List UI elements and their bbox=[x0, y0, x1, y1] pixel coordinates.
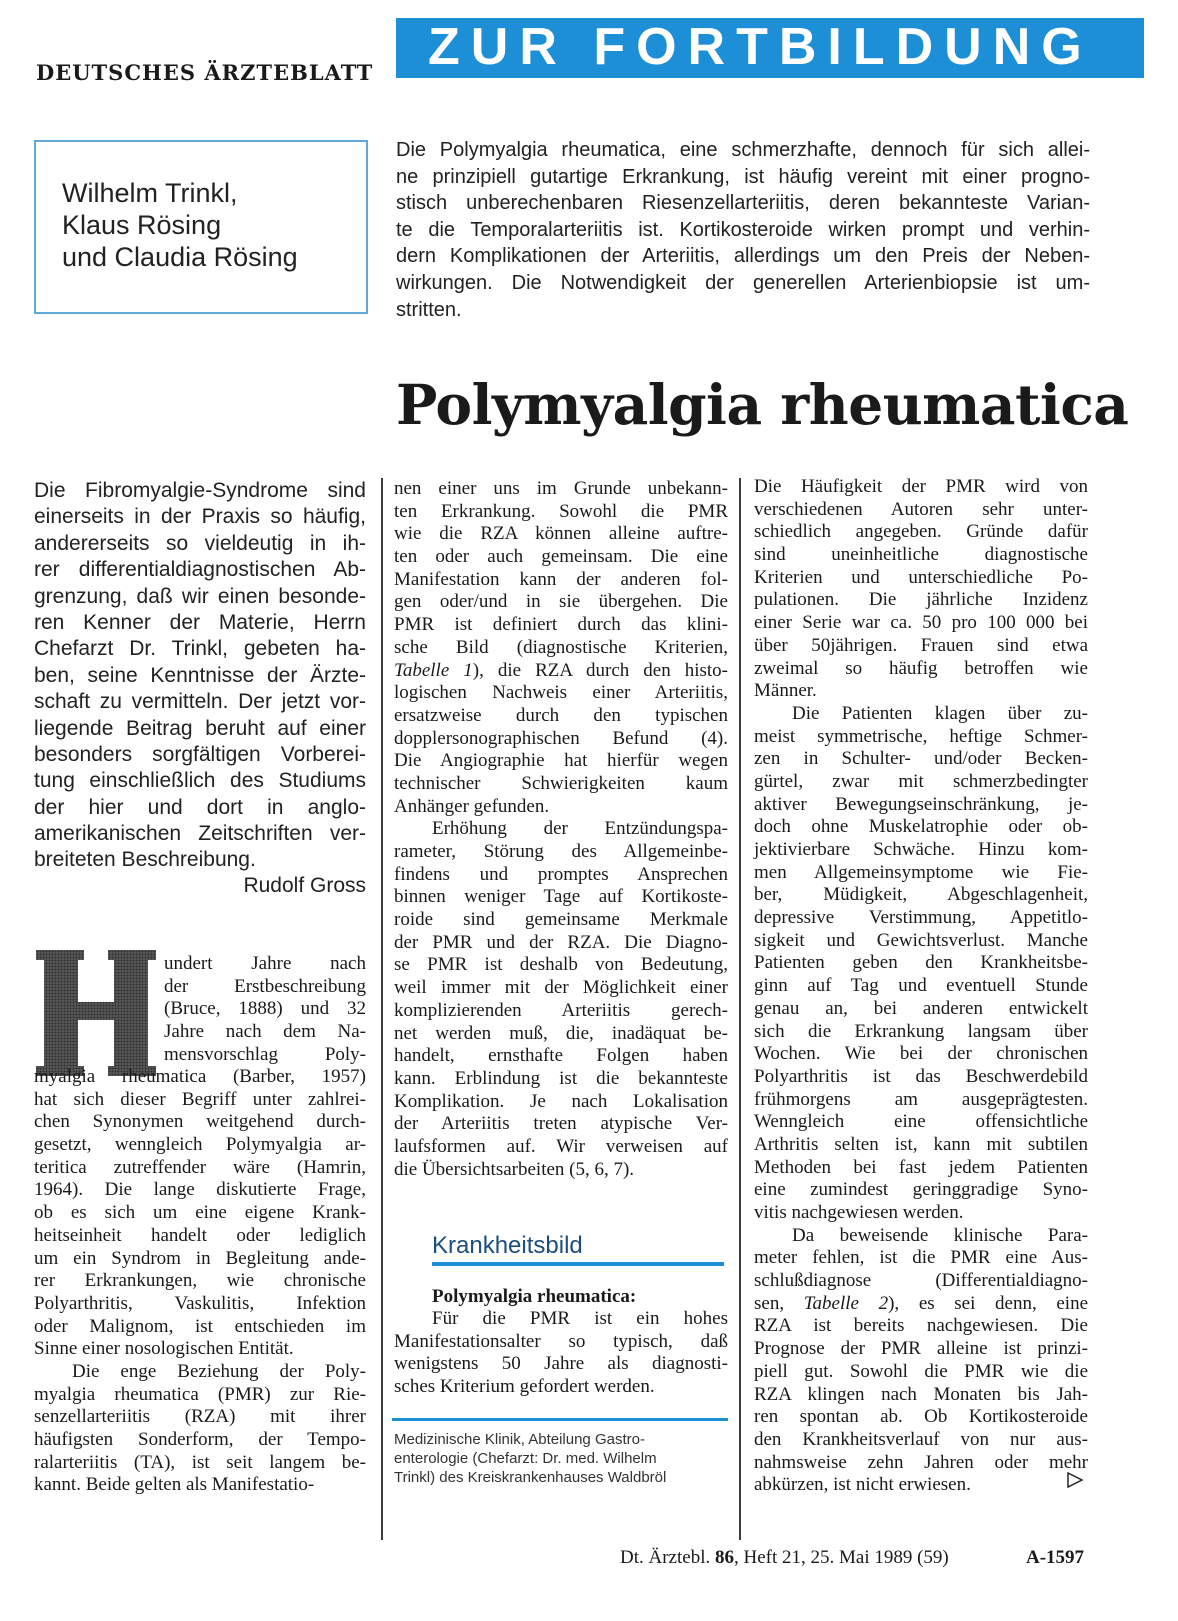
body-line: men Allgemeinsymptome wie Fie- bbox=[754, 861, 1088, 883]
body-line: meter fehlen, ist die PMR eine Aus- bbox=[754, 1247, 1088, 1269]
body-line: gürtel, zwar mit schmerzbedingter bbox=[754, 770, 1088, 792]
body-line: Prognose der PMR alleine ist prinzi- bbox=[754, 1338, 1088, 1360]
body-line: teritica zutreffender wäre (Hamrin, bbox=[34, 1156, 366, 1178]
footer-citation bbox=[620, 1547, 949, 1569]
body-line: ralarteriitis (TA), ist seit langem be- bbox=[34, 1451, 366, 1473]
abstract bbox=[396, 137, 1090, 323]
affiliation bbox=[394, 1430, 730, 1487]
column-divider bbox=[381, 478, 383, 1540]
body-line: Jahre nach dem Na- bbox=[164, 1021, 366, 1043]
body-line: findens und promptes Ansprechen bbox=[394, 863, 728, 885]
editor-note bbox=[34, 478, 366, 874]
column-1-text bbox=[34, 1066, 366, 1497]
author-line: Wilhelm Trinkl, bbox=[62, 178, 238, 208]
body-line: ten Erkrankung. Sowohl die PMR bbox=[394, 500, 728, 522]
body-line: dopplersonographischen Befund (4). bbox=[394, 727, 728, 749]
body-line: ten oder auch gemeinsam. Die eine bbox=[394, 546, 728, 568]
editor-note-line: rer differentialdiagnostischen Ab- bbox=[34, 558, 366, 582]
body-line: wenigstens 50 Jahre als diagnosti- bbox=[394, 1353, 728, 1375]
column-2-section-text bbox=[394, 1308, 728, 1399]
editor-note-line: einerseits in der Praxis so häufig, bbox=[34, 505, 366, 529]
body-line: hat sich dieser Begriff unter zahlrei- bbox=[34, 1088, 366, 1110]
body-line: der PMR und der RZA. Die Diagno- bbox=[394, 931, 728, 953]
body-line: die Übersichtsarbeiten (5, 6, 7). bbox=[394, 1158, 635, 1180]
body-line: zweimal so häufig betroffen wie bbox=[754, 657, 1088, 679]
column-3-text bbox=[754, 476, 1088, 1497]
body-line: Tabelle 1), die RZA durch den histo- bbox=[394, 659, 729, 681]
body-line: doch ohne Muskelatrophie oder ob- bbox=[754, 816, 1088, 838]
editor-signature: Rudolf Gross bbox=[243, 874, 366, 897]
column-divider bbox=[739, 478, 741, 1540]
body-line: Komplikation. Je nach Lokalisation bbox=[394, 1090, 728, 1112]
abstract-line: te die Temporalarteriitis ist. Kortikosteroide wirken prompt und verhin- bbox=[396, 218, 1090, 241]
author-line: Klaus Rösing bbox=[62, 210, 222, 240]
author-line: und Claudia Rösing bbox=[62, 242, 298, 272]
triangle-right-icon bbox=[1066, 1472, 1084, 1488]
body-line: genau an, bei anderen entwickelt bbox=[754, 997, 1088, 1019]
body-line: pulationen. Die jährliche Inzidenz bbox=[754, 589, 1088, 611]
body-line: Männer. bbox=[754, 680, 817, 702]
footer-citation-post: , Heft 21, 25. Mai 1989 (59) bbox=[733, 1547, 949, 1568]
body-line: ginn auf Tag und eventuell Stunde bbox=[754, 975, 1088, 997]
body-line: senzellarteriitis (RZA) mit ihrer bbox=[34, 1406, 366, 1428]
body-line: Anhänger gefunden. bbox=[394, 795, 550, 817]
body-line: handelt, ernsthafte Folgen haben bbox=[394, 1045, 728, 1067]
abstract-line: stritten. bbox=[396, 298, 462, 321]
abstract-line: wirkungen. Die Notwendigkeit der generellen Arterienbiopsie ist um- bbox=[396, 271, 1090, 294]
body-line: laufsformen auf. Wir verweisen auf bbox=[394, 1135, 728, 1157]
affiliation-rule bbox=[392, 1418, 728, 1421]
body-line: binnen weniger Tage auf Kortikoste- bbox=[394, 886, 728, 908]
abstract-line: dern Komplikationen der Arteriitis, allerdings um den Preis der Neben- bbox=[396, 245, 1090, 268]
body-line: mensvorschlag Poly- bbox=[164, 1043, 366, 1065]
body-line: schiedlich angegeben. Gründe dafür bbox=[754, 521, 1088, 543]
body-line: jektivierbare Schwäche. Hinzu kom- bbox=[754, 839, 1088, 860]
body-line: ber, Müdigkeit, Abgeschlagenheit, bbox=[754, 884, 1088, 906]
subsection-heading: Polymyalgia rheumatica: bbox=[432, 1286, 637, 1307]
article-title: Polymyalgia rheumatica bbox=[396, 372, 1129, 437]
editor-note-line: Die Fibromyalgie-Syndrome sind bbox=[34, 479, 366, 502]
body-line: sches Kriterium gefordert werden. bbox=[394, 1376, 655, 1398]
body-line: Da beweisende klinische Para- bbox=[792, 1224, 1088, 1246]
body-line: den Krankheitsverlauf von nur aus- bbox=[754, 1428, 1088, 1450]
body-line: der Erstbeschreibung bbox=[164, 975, 366, 997]
body-line: Polyarthritis, Vaskulitis, Infektion bbox=[34, 1292, 366, 1314]
body-line: net werden muß, die, inadäquat be- bbox=[394, 1022, 728, 1044]
body-line: heitseinheit handelt oder lediglich bbox=[34, 1224, 366, 1246]
body-line: ob es sich um eine eigene Krank- bbox=[34, 1202, 366, 1224]
section-rule bbox=[432, 1262, 724, 1266]
editor-note-line: besonders sorgfältigen Vorberei- bbox=[34, 742, 366, 766]
body-line: Für die PMR ist ein hohes bbox=[432, 1308, 728, 1329]
body-line: frühmorgens am ausgeprägtesten. bbox=[754, 1088, 1088, 1110]
body-line: ersatzweise durch den typischen bbox=[394, 704, 728, 726]
editor-note-line: grenzung, daß wir einen besonde- bbox=[34, 584, 366, 608]
body-line: komplizierenden Arteriitis gerech- bbox=[394, 999, 728, 1021]
body-line: vitis nachgewiesen werden. bbox=[754, 1202, 964, 1223]
body-line: Wochen. Wie bei der chronischen bbox=[754, 1043, 1088, 1065]
body-line: Sinne einer nosologischen Entität. bbox=[34, 1338, 294, 1360]
section-heading: Krankheitsbild bbox=[432, 1232, 583, 1259]
body-line: abkürzen, ist nicht erwiesen. bbox=[754, 1474, 971, 1496]
body-line: rer Erkrankungen, wie chronische bbox=[34, 1270, 366, 1292]
dropcap-letter-h bbox=[36, 950, 156, 1076]
body-line: RZA klingen nach Monaten bis Jah- bbox=[754, 1383, 1088, 1405]
body-line: häufigsten Sonderform, der Tempo- bbox=[34, 1429, 366, 1450]
body-line: piell gut. Sowohl die PMR wie die bbox=[754, 1360, 1088, 1382]
column-2-text bbox=[394, 478, 728, 1181]
body-line: roide sind gemeinsame Merkmale bbox=[394, 909, 728, 931]
column-1-dropcap-text bbox=[164, 953, 366, 1066]
body-line: schlußdiagnose (Differentialdiagno- bbox=[754, 1270, 1088, 1292]
section-banner-label: ZUR FORTBILDUNG bbox=[428, 18, 1093, 76]
body-line: aktiver Bewegungseinschränkung, je- bbox=[754, 793, 1088, 815]
body-line: Die Angiographie hat hierfür wegen bbox=[394, 750, 728, 772]
body-line: sigkeit und Gewichtsverlust. Manche bbox=[754, 929, 1088, 951]
body-line: meist symmetrische, heftige Schmer- bbox=[754, 725, 1088, 747]
body-line: Wenngleich eine offensichtliche bbox=[754, 1111, 1088, 1133]
affiliation-line: enterologie (Chefarzt: Dr. med. Wilhelm bbox=[394, 1450, 657, 1467]
body-line: eine zumindest geringgradige Syno- bbox=[754, 1179, 1088, 1201]
body-line: gen oder/und in sie übergehen. Die bbox=[394, 591, 728, 613]
journal-name: DEUTSCHES ÄRZTEBLATT bbox=[36, 60, 374, 85]
body-line: Manifestation kann der anderen fol- bbox=[394, 568, 728, 590]
body-line: Arthritis selten ist, kann mit subtilen bbox=[754, 1133, 1088, 1155]
editor-note-line: ren Kenner der Materie, Herrn bbox=[34, 610, 366, 634]
body-line: Die enge Beziehung der Poly- bbox=[72, 1360, 366, 1382]
body-line: sind uneinheitliche diagnostische bbox=[754, 544, 1088, 566]
body-line: kann. Erblindung ist die bekannteste bbox=[394, 1067, 728, 1089]
body-line: myalgia rheumatica (Barber, 1957) bbox=[34, 1066, 366, 1087]
body-line: um ein Syndrom in Begleitung ande- bbox=[34, 1247, 366, 1269]
body-line: sich die Erkrankung langsam über bbox=[754, 1020, 1088, 1042]
body-line: wie die RZA können alleine auftre- bbox=[394, 523, 728, 545]
body-line: Kriterien und unterschiedliche Po- bbox=[754, 566, 1088, 588]
body-line: einer Serie war ca. 50 pro 100 000 bei bbox=[754, 612, 1088, 634]
author-box bbox=[34, 140, 368, 314]
editor-note-line: tung einschließlich des Studiums bbox=[34, 769, 366, 793]
body-line: depressive Verstimmung, Appetitlo- bbox=[754, 907, 1088, 929]
body-line: rameter, Störung des Allgemeinbe- bbox=[394, 841, 728, 862]
page-number: A-1597 bbox=[1026, 1547, 1085, 1568]
body-line: nahmsweise zehn Jahren oder mehr bbox=[754, 1451, 1088, 1473]
body-line: technischer Schwierigkeiten kaum bbox=[394, 772, 728, 794]
body-line: verschiedenen Autoren sehr unter- bbox=[754, 498, 1088, 520]
body-line: Patienten geben den Krankheitsbe- bbox=[754, 952, 1088, 974]
editor-note-line: amerikanischen Zeitschriften ver- bbox=[34, 822, 366, 846]
editor-note-line: andererseits so vieldeutig in ih- bbox=[34, 531, 366, 555]
body-line: Methoden bei fast jedem Patienten bbox=[754, 1156, 1088, 1178]
abstract-line: Die Polymyalgia rheumatica, eine schmerzhafte, dennoch für sich allei- bbox=[396, 139, 1090, 161]
body-line: zen in Schulter- und/oder Becken- bbox=[754, 748, 1088, 770]
body-line: se PMR ist deshalb von Bedeutung, bbox=[394, 954, 728, 976]
body-line: ren spontan ab. Ob Kortikosteroide bbox=[754, 1406, 1088, 1428]
body-line: myalgia rheumatica (PMR) zur Rie- bbox=[34, 1383, 366, 1405]
editor-note-line: ben, seine Kenntnisse der Ärzte- bbox=[34, 663, 366, 687]
body-line: gesetzt, wenngleich Polymyalgia ar- bbox=[34, 1134, 366, 1156]
body-line: chen Synonymen weitgehend durch- bbox=[34, 1111, 366, 1133]
body-line: nen einer uns im Grunde unbekann- bbox=[394, 478, 728, 499]
body-line: Erhöhung der Entzündungspa- bbox=[432, 818, 728, 840]
body-line: kannt. Beide gelten als Manifestatio- bbox=[34, 1474, 315, 1496]
body-line: logischen Nachweis einer Arteriitis, bbox=[394, 682, 728, 704]
body-line: weil immer mit der Möglichkeit einer bbox=[394, 977, 728, 999]
body-line: Manifestationsalter so typisch, daß bbox=[394, 1330, 728, 1352]
body-line: oder Malignom, ist entschieden im bbox=[34, 1315, 366, 1337]
body-line: der Arteriitis treten atypische Ver- bbox=[394, 1113, 728, 1135]
body-line: undert Jahre nach bbox=[164, 953, 366, 974]
editor-note-line: der hier und dort in anglo- bbox=[34, 795, 366, 819]
editor-note-line: Chefarzt Dr. Trinkl, gebeten ha- bbox=[34, 637, 366, 661]
body-line: (Bruce, 1888) und 32 bbox=[164, 998, 366, 1020]
body-line: PMR ist definiert durch das klini- bbox=[394, 614, 728, 636]
body-line: 1964). Die lange diskutierte Frage, bbox=[34, 1179, 366, 1201]
body-line: sche Bild (diagnostische Kriterien, bbox=[394, 636, 728, 658]
body-line: Polyarthritis ist das Beschwerdebild bbox=[754, 1065, 1088, 1087]
editor-note-line: breiteten Beschreibung. bbox=[34, 848, 256, 872]
affiliation-line: Medizinische Klinik, Abteilung Gastro- bbox=[394, 1431, 645, 1448]
abstract-line: stisch unberechenbaren Riesenzellarteriitis, deren bekannteste Varian- bbox=[396, 192, 1090, 215]
affiliation-line: Trinkl) des Kreiskrankenhauses Waldbröl bbox=[394, 1469, 667, 1486]
body-line: Die Patienten klagen über zu- bbox=[792, 702, 1088, 724]
footer-citation-pre: Dt. Ärztebl. bbox=[620, 1547, 711, 1568]
body-line: Die Häufigkeit der PMR wird von bbox=[754, 476, 1088, 497]
body-line: über 50jährigen. Frauen sind etwa bbox=[754, 634, 1088, 656]
body-line: sen, Tabelle 2), es sei denn, eine bbox=[754, 1292, 1088, 1314]
footer-volume: 86 bbox=[714, 1547, 734, 1568]
body-line: RZA ist bereits nachgewiesen. Die bbox=[754, 1315, 1088, 1337]
abstract-line: ne prinzipiell gutartige Erkrankung, ist häufig vereint mit einer progno- bbox=[396, 165, 1090, 188]
editor-note-line: schaft zu vermitteln. Der jetzt vor- bbox=[34, 690, 366, 714]
editor-note-line: liegende Beitrag beruht auf einer bbox=[34, 716, 366, 740]
